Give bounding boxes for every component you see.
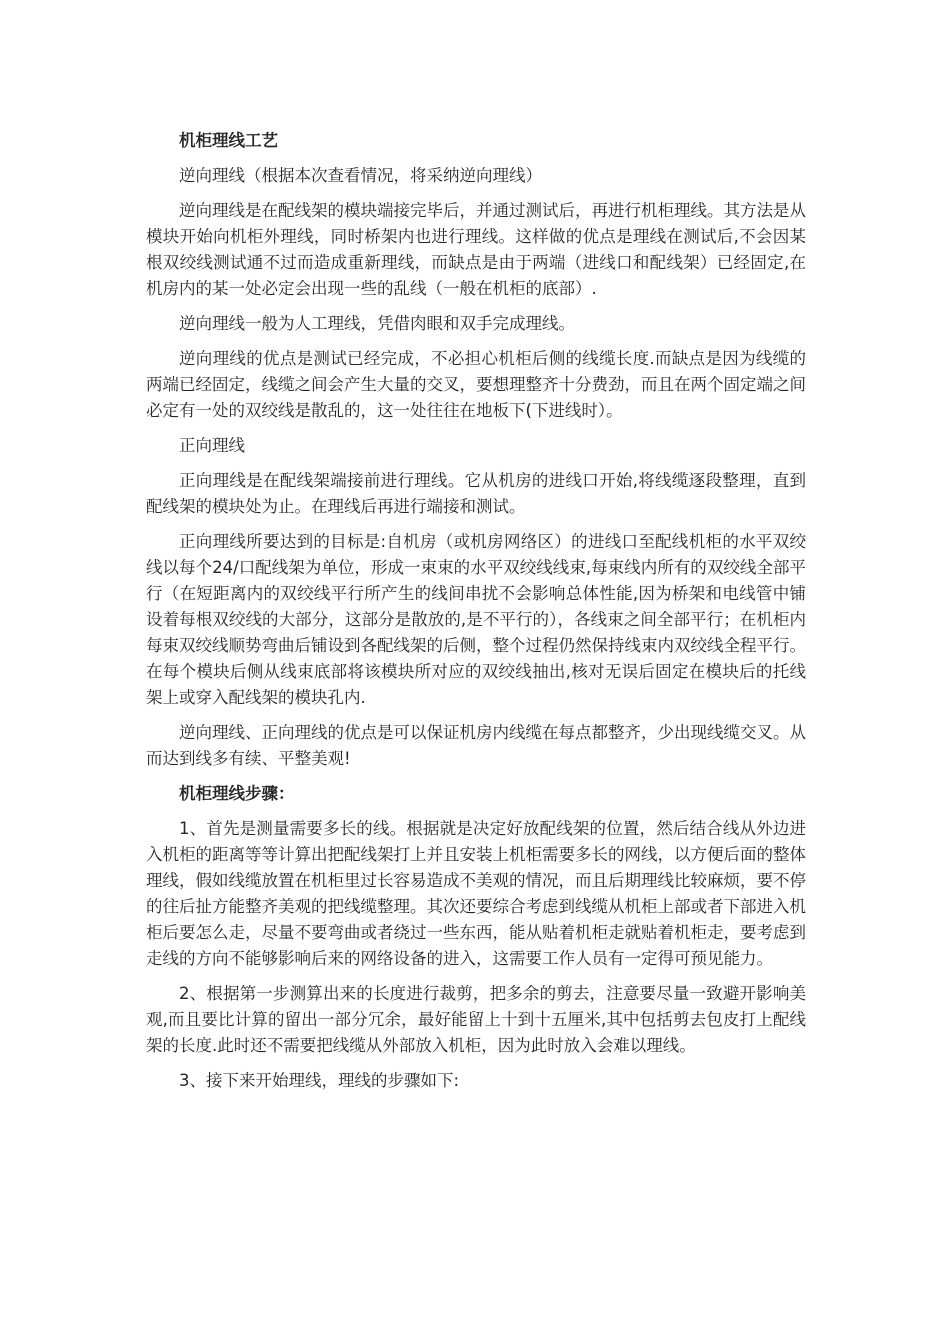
document-body: [146, 128, 806, 1103]
subsection-title: 正向理线: [179, 436, 245, 455]
body-paragraph: 逆向理线是在配线架的模块端接完毕后，并通过测试后，再进行机柜理线。其方法是从模块开始向机柜外理线，同时桥架内也进行理线。这样做的优点是理线在测试后,不会因某根双绞线测试通不过而造成重新理线，而缺点是由于两端（进线口和配线架）已经固定,在机房内的某一处必定会出现一些的乱线（一般在机柜的底部）.: [146, 201, 806, 298]
body-paragraph: 正向理线所要达到的目标是:自机房（或机房网络区）的进线口至配线机柜的水平双绞线以每个24/口配线架为单位，形成一束束的水平双绞线线束,每束线内所有的双绞线全部平行（在短距离内的双绞线平行所产生的线间串扰不会影响总体性能,因为桥架和电线管中铺设着每根双绞线的大部分，这部分是散放的,是不平行的），各线束之间全部平行；在机柜内每束双绞线顺势弯曲后铺设到各配线架的后侧，整个过程仍然保持线束内双绞线全程平行。在每个模块后侧从线束底部将该模块所对应的双绞线抽出,核对无误后固定在模块后的托线架上或穿入配线架的模块孔内.: [146, 532, 806, 707]
body-paragraph: 正向理线是在配线架端接前进行理线。它从机房的进线口开始,将线缆逐段整理，直到配线架的模块处为止。在理线后再进行端接和测试。: [146, 471, 806, 516]
subsection-title: 逆向理线（根据本次查看情况，将采纳逆向理线）: [179, 166, 542, 185]
section-title: 机柜理线步骤：: [179, 784, 295, 803]
step-paragraph: 2、根据第一步测算出来的长度进行裁剪，把多余的剪去，注意要尽量一致避开影响美观,而且要比计算的留出一部分冗余，最好能留上十到十五厘米,其中包括剪去包皮打上配线架的长度.此时还不需要把线缆从外部放入机柜，因为此时放入会难以理线。: [146, 984, 806, 1055]
body-paragraph: 逆向理线、正向理线的优点是可以保证机房内线缆在每点都整齐，少出现线缆交叉。从而达到线多有续、平整美观!: [146, 723, 806, 768]
step-paragraph: 3、接下来开始理线，理线的步骤如下:: [179, 1071, 460, 1090]
section-title: 机柜理线工艺: [179, 131, 278, 150]
body-paragraph: 逆向理线一般为人工理线，凭借肉眼和双手完成理线。: [179, 314, 575, 333]
step-paragraph: 1、首先是测量需要多长的线。根据就是决定好放配线架的位置，然后结合线从外边进入机柜的距离等等计算出把配线架打上并且安装上机柜需要多长的网线，以方便后面的整体理线，假如线缆放置在机柜里过长容易造成不美观的情况，而且后期理线比较麻烦，要不停的往后扯方能整齐美观的把线缆整理。其次还要综合考虑到线缆从机柜上部或者下部进入机柜后要怎么走，尽量不要弯曲或者绕过一些东西，能从贴着机柜走就贴着机柜走，要考虑到走线的方向不能够影响后来的网络设备的进入，这需要工作人员有一定得可预见能力。: [146, 819, 806, 968]
body-paragraph: 逆向理线的优点是测试已经完成，不必担心机柜后侧的线缆长度.而缺点是因为线缆的两端已经固定，线缆之间会产生大量的交叉，要想理整齐十分费劲，而且在两个固定端之间必定有一处的双绞线是散乱的，这一处往往在地板下(下进线时）。: [146, 349, 806, 420]
